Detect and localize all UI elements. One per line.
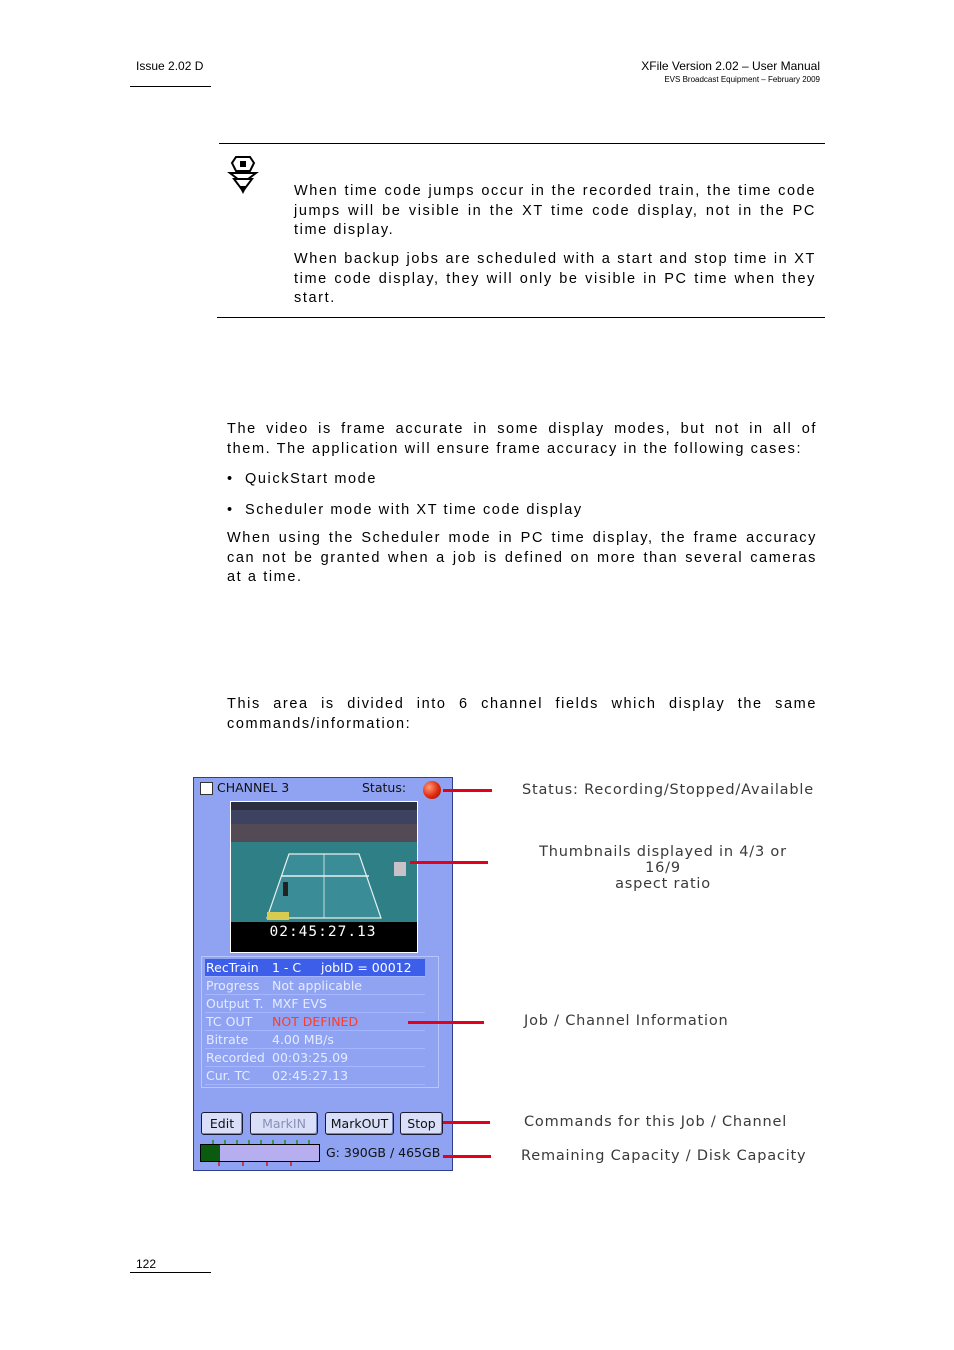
frame-accuracy-paragraph: The video is frame accurate in some display modes, but not in all of them. The application will ensure frame accuracy in the following cases:	[227, 421, 817, 457]
note-paragraph-1: When time code jumps occur in the recorded train, the time code jumps will be visible in the XT time code display, not in the PC time display.	[294, 183, 816, 238]
note-icon	[226, 153, 260, 197]
row-key: Progress	[206, 978, 260, 993]
channel-title: CHANNEL 3	[217, 780, 290, 795]
status-led-icon	[423, 781, 441, 799]
thumbnail-callout-line-1: Thumbnails displayed in 4/3 or 16/9	[539, 844, 787, 876]
issue-label: Issue 2.02 D	[136, 59, 204, 73]
table-row[interactable]	[205, 1031, 425, 1049]
thumbnail-callout	[522, 844, 804, 892]
list-item-text: Scheduler mode with XT time code display	[245, 502, 583, 518]
channel-area-paragraph: This area is divided into 6 channel fields which display the same commands/information:	[227, 696, 817, 732]
list-item-text: QuickStart mode	[245, 471, 377, 487]
row-value: 4.00 MB/s	[272, 1032, 334, 1047]
row-key: TC OUT	[206, 1014, 253, 1029]
document-title: XFile Version 2.02 – User Manual	[641, 59, 820, 73]
commands-callout-arrow	[443, 1121, 490, 1124]
row-value: 00:03:25.09	[272, 1050, 349, 1065]
row-key: Bitrate	[206, 1032, 249, 1047]
list-item: • QuickStart mode	[227, 471, 377, 487]
row-value: MXF EVS	[272, 996, 327, 1011]
commands-callout: Commands for this Job / Channel	[524, 1114, 788, 1130]
note-top-rule	[219, 143, 825, 144]
row-key: Recorded	[206, 1050, 265, 1065]
status-callout: Status: Recording/Stopped/Available	[522, 782, 814, 798]
header-rule	[130, 86, 211, 87]
list-item: • Scheduler mode with XT time code display	[227, 502, 583, 518]
table-row[interactable]	[205, 959, 425, 977]
status-callout-arrow	[443, 789, 492, 792]
row-value: 02:45:27.13	[272, 1068, 349, 1083]
timecode-display: 02:45:27.13	[269, 924, 377, 940]
job-info-list	[201, 956, 439, 1088]
table-row[interactable]	[205, 977, 425, 995]
capacity-callout: Remaining Capacity / Disk Capacity	[521, 1148, 807, 1164]
markout-button[interactable]: MarkOUT	[325, 1112, 394, 1135]
document-subtitle: EVS Broadcast Equipment – February 2009	[664, 75, 820, 84]
note-paragraph-2: When backup jobs are scheduled with a start and stop time in XT time code display, they will only be visible in PC time when they start.	[294, 251, 816, 306]
edit-button[interactable]: Edit	[201, 1112, 243, 1135]
row-value: Not applicable	[272, 978, 362, 993]
thumbnail-callout-line-2: aspect ratio	[615, 876, 711, 892]
row-value: 1 - C jobID = 00012	[272, 960, 412, 975]
status-label: Status:	[362, 780, 407, 795]
capacity-bar	[200, 1144, 320, 1162]
footer-rule	[130, 1272, 211, 1273]
info-callout: Job / Channel Information	[524, 1013, 729, 1029]
row-key: RecTrain	[206, 960, 259, 975]
table-row[interactable]	[205, 1013, 425, 1031]
scheduler-paragraph: When using the Scheduler mode in PC time display, the frame accuracy can not be granted when a job is defined on more than several cameras at a time.	[227, 530, 817, 585]
stop-button[interactable]: Stop	[400, 1112, 443, 1135]
document-header	[641, 59, 820, 84]
table-row[interactable]	[205, 995, 425, 1013]
channel-checkbox[interactable]	[200, 782, 213, 795]
note-bottom-rule	[217, 317, 825, 318]
capacity-label: G: 390GB / 465GB	[326, 1145, 441, 1160]
row-value: NOT DEFINED	[272, 1014, 359, 1029]
table-row[interactable]	[205, 1067, 425, 1085]
channel-panel	[193, 777, 453, 1171]
row-key: Cur. TC	[206, 1068, 251, 1083]
capacity-callout-arrow	[443, 1155, 491, 1158]
table-row[interactable]	[205, 1049, 425, 1067]
markin-button[interactable]: MarkIN	[250, 1112, 318, 1135]
page-number: 122	[136, 1257, 157, 1271]
info-callout-arrow	[408, 1021, 484, 1024]
thumbnail-callout-arrow	[410, 861, 488, 864]
row-key: Output T.	[206, 996, 264, 1011]
